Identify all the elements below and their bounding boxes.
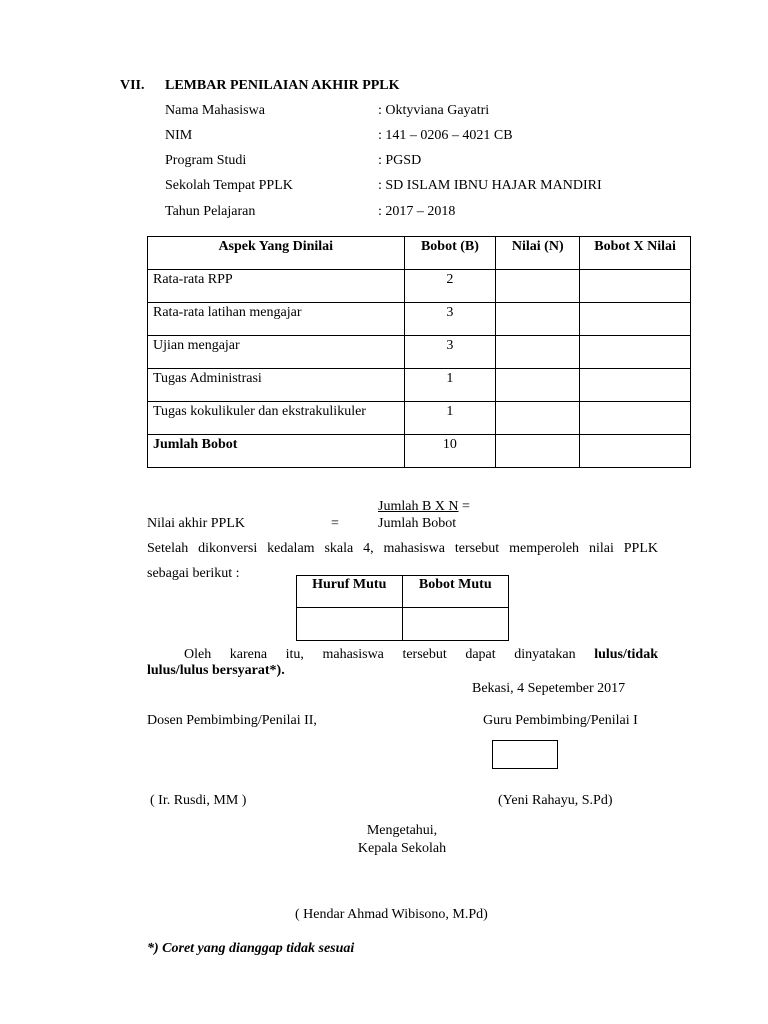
- cell-nilai: [496, 336, 580, 369]
- cell-nilai: [496, 369, 580, 402]
- header-bobot: Bobot (B): [404, 237, 496, 270]
- footnote: *) Coret yang dianggap tidak sesuai: [147, 941, 355, 956]
- cell-bobot-x-nilai: [580, 303, 691, 336]
- cell-nilai: [496, 435, 580, 468]
- table-row: [148, 336, 691, 369]
- header-aspek: Aspek Yang Dinilai: [148, 237, 405, 270]
- cell-total-bobot: 10: [404, 435, 496, 468]
- formula-equals: =: [331, 516, 339, 531]
- cell-bobot-x-nilai: [580, 369, 691, 402]
- section-title: LEMBAR PENILAIAN AKHIR PPLK: [165, 78, 400, 93]
- cell-bobot: 3: [404, 336, 496, 369]
- cell-bobot: 1: [404, 369, 496, 402]
- place-date: Bekasi, 4 Sepetember 2017: [472, 681, 626, 696]
- cell-bobot: 3: [404, 303, 496, 336]
- conclusion-line-2: lulus/lulus bersyarat*).: [147, 663, 285, 678]
- identity-label-nim: NIM: [165, 128, 193, 143]
- cell-bobot-mutu: [402, 608, 509, 641]
- identity-label-name: Nama Mahasiswa: [165, 103, 265, 118]
- conversion-line-2: sebagai berikut :: [147, 566, 240, 581]
- formula-denominator: Jumlah Bobot: [378, 516, 457, 531]
- acknowledge-line-1: Mengetahui,: [366, 823, 438, 838]
- cell-bobot-x-nilai: [580, 270, 691, 303]
- identity-value-year: : 2017 – 2018: [378, 204, 456, 219]
- identity-value-name: : Oktyviana Gayatri: [378, 103, 490, 118]
- table-row: [148, 402, 691, 435]
- cell-aspek: Rata-rata RPP: [148, 270, 405, 303]
- cell-nilai: [496, 270, 580, 303]
- formula-numerator: Jumlah B X N =: [378, 499, 470, 514]
- conversion-line-1: Setelah dikonversi kedalam skala 4, mahasiswa tersebut memperoleh nilai PPLK: [147, 541, 658, 556]
- header-nilai: Nilai (N): [496, 237, 580, 270]
- identity-value-school: : SD ISLAM IBNU HAJAR MANDIRI: [378, 178, 602, 193]
- cell-bobot: 1: [404, 402, 496, 435]
- identity-value-program: : PGSD: [378, 153, 422, 168]
- table-row: [148, 303, 691, 336]
- table-header-row: [148, 237, 691, 270]
- cell-huruf-mutu: [297, 608, 403, 641]
- right-signer-title: Guru Pembimbing/Penilai I: [483, 713, 638, 728]
- cell-aspek: Tugas Administrasi: [148, 369, 405, 402]
- headmaster-name: ( Hendar Ahmad Wibisono, M.Pd): [295, 907, 488, 922]
- cell-nilai: [496, 303, 580, 336]
- table-total-row: [148, 435, 691, 468]
- conclusion-line-1: Oleh karena itu, mahasiswa tersebut dapat dinyatakan lulus/tidak: [184, 647, 659, 662]
- acknowledge-line-2: Kepala Sekolah: [357, 841, 447, 856]
- identity-label-year: Tahun Pelajaran: [165, 204, 256, 219]
- identity-value-nim: : 141 – 0206 – 4021 CB: [378, 128, 513, 143]
- header-bobot-mutu: Bobot Mutu: [402, 576, 509, 608]
- left-signer-title: Dosen Pembimbing/Penilai II,: [147, 713, 317, 728]
- header-huruf-mutu: Huruf Mutu: [297, 576, 403, 608]
- cell-bobot-x-nilai: [580, 336, 691, 369]
- section-number: VII.: [120, 78, 145, 93]
- stamp-box: [492, 740, 558, 769]
- grade-header-row: [297, 576, 509, 608]
- cell-total-label: Jumlah Bobot: [148, 435, 405, 468]
- identity-label-school: Sekolah Tempat PPLK: [165, 178, 293, 193]
- assessment-table: [147, 236, 691, 468]
- cell-bobot-x-nilai: [580, 435, 691, 468]
- cell-bobot: 2: [404, 270, 496, 303]
- table-row: [148, 369, 691, 402]
- cell-nilai: [496, 402, 580, 435]
- formula-label: Nilai akhir PPLK: [147, 516, 245, 531]
- cell-aspek: Ujian mengajar: [148, 336, 405, 369]
- cell-bobot-x-nilai: [580, 402, 691, 435]
- cell-aspek: Tugas kokulikuler dan ekstrakulikuler: [148, 402, 405, 435]
- grade-table: [296, 575, 509, 641]
- header-bobot-x-nilai: Bobot X Nilai: [580, 237, 691, 270]
- right-signer-name: (Yeni Rahayu, S.Pd): [498, 793, 613, 808]
- cell-aspek: Rata-rata latihan mengajar: [148, 303, 405, 336]
- table-row: [148, 270, 691, 303]
- identity-label-program: Program Studi: [165, 153, 247, 168]
- left-signer-name: ( Ir. Rusdi, MM ): [150, 793, 247, 808]
- grade-row: [297, 608, 509, 641]
